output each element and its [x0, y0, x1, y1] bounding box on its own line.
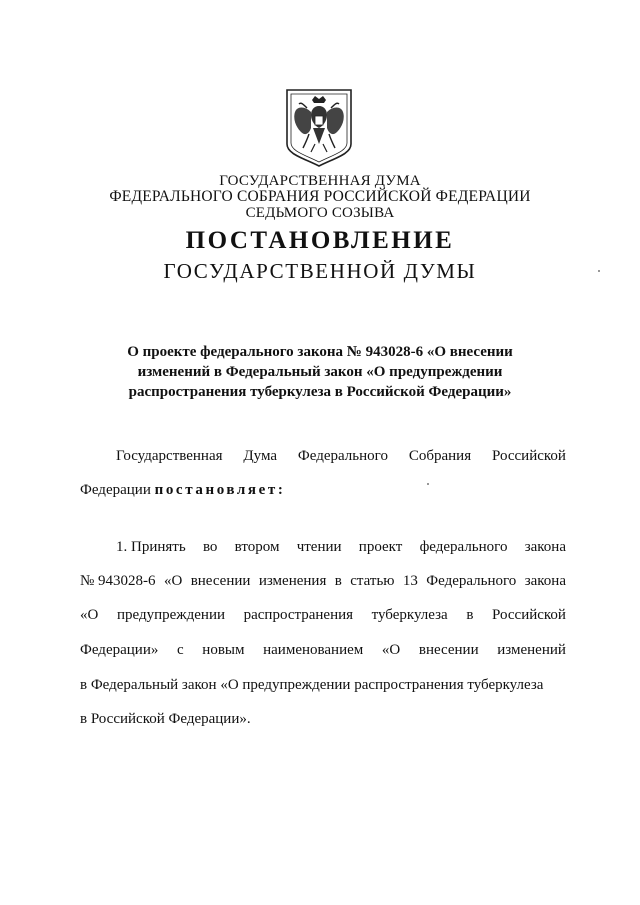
document-subtitle: ГОСУДАРСТВЕННОЙ ДУМЫ — [163, 259, 477, 283]
word: 13 — [402, 573, 418, 589]
coat-of-arms-emblem — [283, 88, 355, 168]
word: Собрания — [408, 448, 472, 464]
word: чтении — [296, 539, 342, 555]
word: Российской — [492, 448, 566, 464]
word: 1. Принять — [116, 539, 186, 555]
duma-name: ГОСУДАРСТВЕННАЯ ДУМА — [219, 173, 421, 189]
word: внесении — [190, 573, 251, 589]
word: предупреждении — [116, 607, 225, 623]
resolves-word: постановляет: — [154, 482, 286, 498]
subject-line-3: распространения туберкулеза в Российской Федерации» — [128, 384, 512, 400]
item1-line-2 — [80, 571, 566, 591]
word: втором — [234, 539, 280, 555]
item1-line-6: в Российской Федерации». — [80, 711, 251, 727]
word: Федерального — [297, 448, 388, 464]
word: во — [202, 539, 218, 555]
word: изменения — [258, 573, 327, 589]
word: статью — [350, 573, 395, 589]
preamble-line-2 — [80, 480, 566, 500]
word: новым — [202, 642, 245, 658]
word: федерального — [419, 539, 508, 555]
scan-speck — [598, 270, 600, 272]
word: Государственная — [116, 448, 223, 464]
federal-assembly-name: ФЕДЕРАЛЬНОГО СОБРАНИЯ РОССИЙСКОЙ ФЕДЕРАЦИИ — [109, 188, 531, 205]
word: проект — [358, 539, 403, 555]
word: распространения — [243, 607, 354, 623]
word: Российской — [492, 607, 566, 623]
word: закона — [524, 573, 566, 589]
word: наименованием — [263, 642, 364, 658]
word: Федерального — [426, 573, 517, 589]
word: Дума — [243, 448, 278, 464]
item1-line-4 — [80, 640, 566, 660]
item1-line-1 — [116, 537, 566, 557]
word: «О — [381, 642, 401, 658]
word: закона — [524, 539, 566, 555]
item1-line-5: в Федеральный закон «О предупреждении распространения туберкулеза — [80, 677, 544, 693]
word: Федерации — [80, 482, 151, 498]
subject-line-2: изменений в Федеральный закон «О предупреждении — [137, 364, 503, 380]
word: Федерации» — [80, 642, 159, 658]
word: изменений — [497, 642, 566, 658]
word: с — [176, 642, 184, 658]
scan-speck — [427, 483, 429, 485]
word: в — [334, 573, 342, 589]
convocation: СЕДЬМОГО СОЗЫВА — [245, 205, 395, 221]
subject-line-1: О проекте федерального закона № 943028-6 «О внесении — [127, 344, 513, 360]
document-title: ПОСТАНОВЛЕНИЕ — [185, 227, 455, 254]
word: туберкулеза — [371, 607, 448, 623]
word: внесении — [418, 642, 479, 658]
word: № 943028-6 — [80, 573, 156, 589]
item1-line-3 — [80, 605, 566, 625]
preamble-line-1 — [116, 446, 566, 466]
word: в — [466, 607, 474, 623]
resolution-subject — [0, 342, 640, 402]
word: «О — [80, 607, 99, 623]
word: «О — [163, 573, 183, 589]
